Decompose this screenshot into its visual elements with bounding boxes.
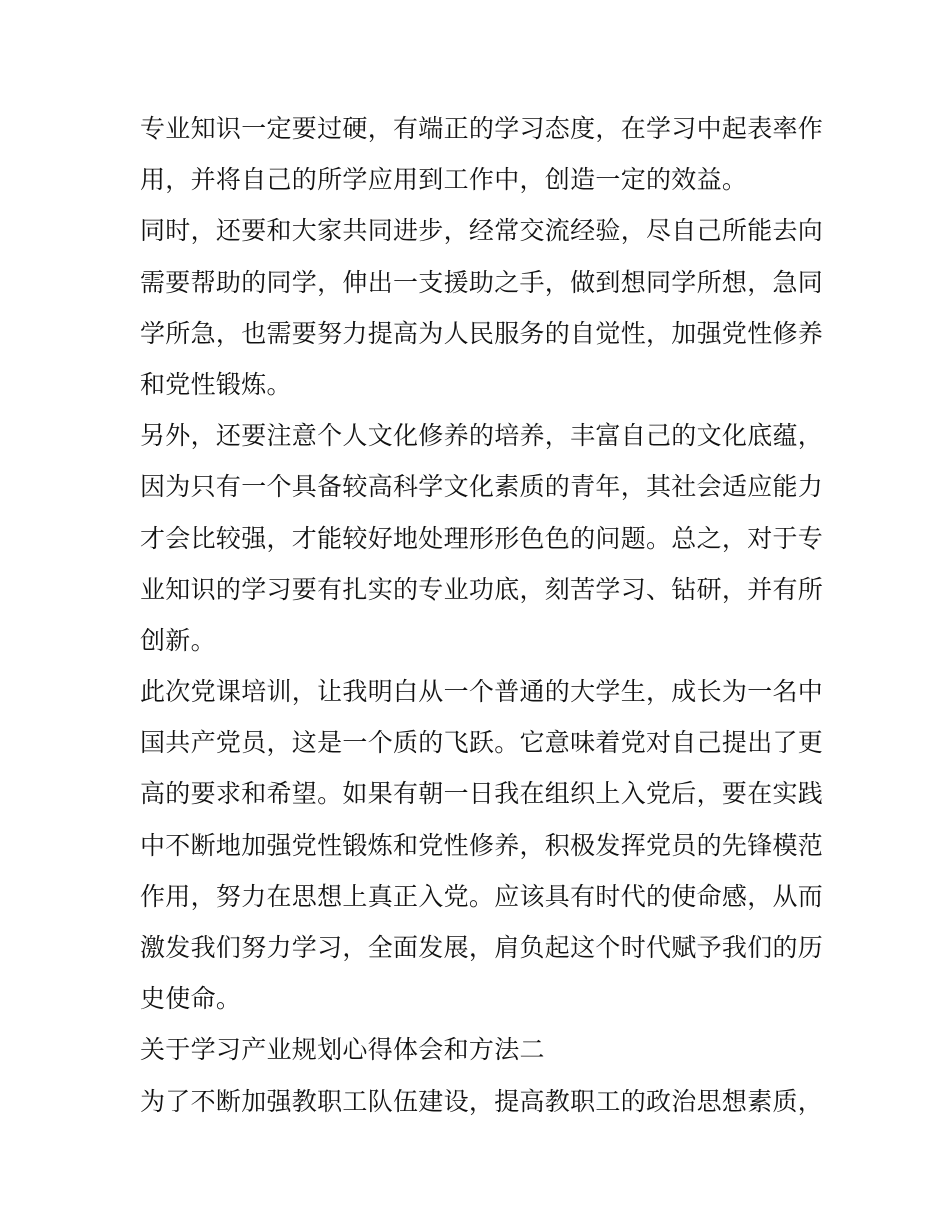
text-line: 同时，还要和大家共同进步，经常交流经验，尽自己所能去向 <box>140 216 824 246</box>
text-line: 国共产党员，这是一个质的飞跃。它意味着党对自己提出了更 <box>140 728 824 758</box>
text-line: 另外，还要注意个人文化修养的培养，丰富自己的文化底蕴， <box>140 421 824 451</box>
text-line: 史使命。 <box>140 984 242 1014</box>
text-line: 作用，努力在思想上真正入党。应该具有时代的使命感，从而 <box>140 881 824 911</box>
text-line: 为了不断加强教职工队伍建设，提高教职工的政治思想素质， <box>140 1086 824 1116</box>
text-line: 中不断地加强党性锻炼和党性修养，积极发挥党员的先锋模范 <box>140 830 824 860</box>
text-line: 高的要求和希望。如果有朝一日我在组织上入党后，要在实践 <box>140 779 824 809</box>
text-line: 学所急，也需要努力提高为人民服务的自觉性，加强党性修养 <box>140 318 824 348</box>
text-line: 业知识的学习要有扎实的专业功底，刻苦学习、钻研，并有所 <box>140 574 824 604</box>
text-line: 需要帮助的同学，伸出一支援助之手，做到想同学所想，急同 <box>140 267 824 297</box>
text-line: 和党性锻炼。 <box>140 369 292 399</box>
text-line: 此次党课培训，让我明白从一个普通的大学生，成长为一名中 <box>140 677 824 707</box>
text-line: 才会比较强，才能较好地处理形形色色的问题。总之，对于专 <box>140 523 824 553</box>
document-body <box>140 103 824 1127</box>
text-line: 因为只有一个具备较高科学文化素质的青年，其社会适应能力 <box>140 472 824 502</box>
section-heading: 关于学习产业规划心得体会和方法二 <box>140 1035 545 1065</box>
text-line: 创新。 <box>140 625 216 655</box>
text-line: 用，并将自己的所学应用到工作中，创造一定的效益。 <box>140 165 748 195</box>
text-line: 专业知识一定要过硬，有端正的学习态度，在学习中起表率作 <box>140 114 824 143</box>
text-line: 激发我们努力学习，全面发展，肩负起这个时代赋予我们的历 <box>140 933 824 962</box>
